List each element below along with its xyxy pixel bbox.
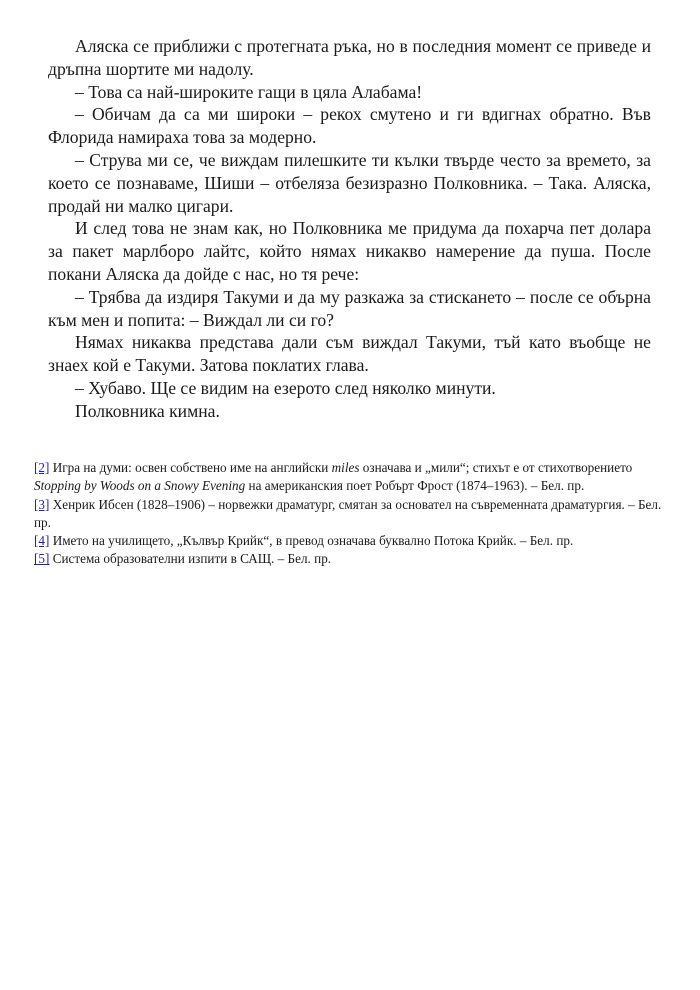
footnote-text: Система образователни изпити в САЩ. – Бел. пр.: [49, 551, 332, 567]
footnote-link-3[interactable]: [3]: [34, 496, 50, 512]
paragraph: – Трябва да издиря Такуми и да му разкажа за стискането – после се обърна към мен и попита: – Виждал ли си го?: [48, 286, 651, 330]
footnote-text: означава и „мили“; стихът е от стихотворението: [359, 460, 633, 475]
footnote-4: [34, 532, 674, 550]
footnote-link-5[interactable]: [5]: [34, 551, 50, 567]
footnote-text: Игра на думи: освен собствено име на английски: [49, 460, 332, 475]
footnote-text: Хенрик Ибсен (1828–1906) – норвежки драматург, смятан за основател на съвременната драматургия. – Бел. пр.: [34, 496, 662, 530]
footnotes-section: [34, 459, 674, 569]
footnote-link-4[interactable]: [4]: [34, 533, 50, 549]
paragraph: – Обичам да са ми широки – рекох смутено и ги вдигнах обратно. Във Флорида намираха това за модерно.: [48, 104, 651, 148]
footnote-italic-text: miles: [331, 460, 360, 475]
footnote-text: Името на училището, „Кълвър Крийк“, в превод означава буквално Потока Крийк. – Бел. пр.: [49, 533, 574, 549]
paragraph: Аляска се приближи с протегната ръка, но в последния момент се приведе и дръпна шортите ми надолу.: [48, 36, 651, 79]
footnote-text: на американския поет Робърт Фрост (1874–1963). – Бел. пр.: [245, 478, 585, 494]
paragraph: Нямах никаква представа дали съм виждал Такуми, тъй като въобще не знаех кой е Такуми. Затова поклатих глава.: [48, 332, 651, 376]
footnote-5: [34, 550, 674, 568]
paragraph: Полковника кимна.: [75, 400, 220, 421]
paragraph: И след това не знам как, но Полковника ме придума да похарча пет долара за пакет марлборо лайтс, който нямах никакво намерение да пуша. После покани Аляска да дойде с нас, но тя рече:: [48, 218, 651, 284]
footnote-2: [34, 459, 674, 496]
paragraph: – Това са най-широките гащи в цяла Алабама!: [75, 81, 423, 102]
paragraph: – Хубаво. Ще се видим на езерото след няколко минути.: [75, 377, 496, 398]
body-text: [48, 35, 651, 423]
paragraph: – Струва ми се, че виждам пилешките ти кълки твърде често за времето, за което се познаваме, Шиши – отбеляза безизразно Полковника. – Така. Аляска, продай ни малко цигари.: [48, 149, 651, 216]
footnote-3: [34, 496, 674, 533]
footnote-link-2[interactable]: [2]: [34, 460, 50, 475]
footnote-italic-text: Stopping by Woods on a Snowy Evening: [34, 478, 246, 494]
